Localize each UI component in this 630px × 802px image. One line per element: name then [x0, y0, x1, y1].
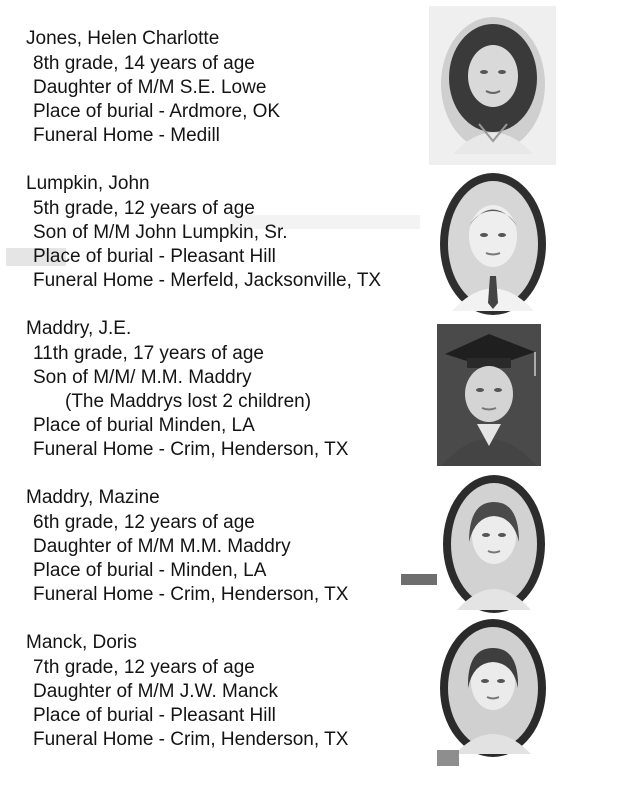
entry-funeral-home: Funeral Home - Crim, Henderson, TX [33, 439, 349, 460]
entry-grade: 6th grade, 12 years of age [33, 512, 255, 533]
entry-burial: Place of burial - Pleasant Hill [33, 246, 276, 267]
entry-parent: Daughter of M/M S.E. Lowe [33, 77, 267, 98]
entry-funeral-home: Funeral Home - Crim, Henderson, TX [33, 584, 349, 605]
entry-parent: Son of M/M John Lumpkin, Sr. [33, 222, 288, 243]
entry-name: Jones, Helen Charlotte [26, 28, 220, 49]
scan-mark [401, 574, 437, 585]
entry-burial: Place of burial - Pleasant Hill [33, 705, 276, 726]
entry-parent: Son of M/M/ M.M. Maddry [33, 367, 252, 388]
portrait-photo-maddry-mazine [441, 472, 547, 615]
entry-grade: 7th grade, 12 years of age [33, 657, 255, 678]
entry-grade: 5th grade, 12 years of age [33, 198, 255, 219]
entry-burial: Place of burial - Minden, LA [33, 560, 267, 581]
entry-parent: Daughter of M/M J.W. Manck [33, 681, 278, 702]
entry-name: Lumpkin, John [26, 173, 150, 194]
portrait-photo-lumpkin [438, 171, 548, 317]
entry-name: Manck, Doris [26, 632, 137, 653]
entry-burial: Place of burial Minden, LA [33, 415, 255, 436]
portrait-photo-jones [429, 6, 556, 165]
entry-funeral-home: Funeral Home - Medill [33, 125, 220, 146]
entry-funeral-home: Funeral Home - Merfeld, Jacksonville, TX [33, 270, 382, 291]
entry-note: (The Maddrys lost 2 children) [65, 391, 312, 412]
entry-name: Maddry, Mazine [26, 487, 160, 508]
entry-parent: Daughter of M/M M.M. Maddry [33, 536, 291, 557]
entry-grade: 8th grade, 14 years of age [33, 53, 255, 74]
entry-name: Maddry, J.E. [26, 318, 132, 339]
portrait-photo-manck [437, 616, 549, 766]
entry-grade: 11th grade, 17 years of age [33, 343, 264, 364]
entry-burial: Place of burial - Ardmore, OK [33, 101, 281, 122]
entry-funeral-home: Funeral Home - Crim, Henderson, TX [33, 729, 349, 750]
portrait-photo-maddry-je [437, 324, 541, 466]
